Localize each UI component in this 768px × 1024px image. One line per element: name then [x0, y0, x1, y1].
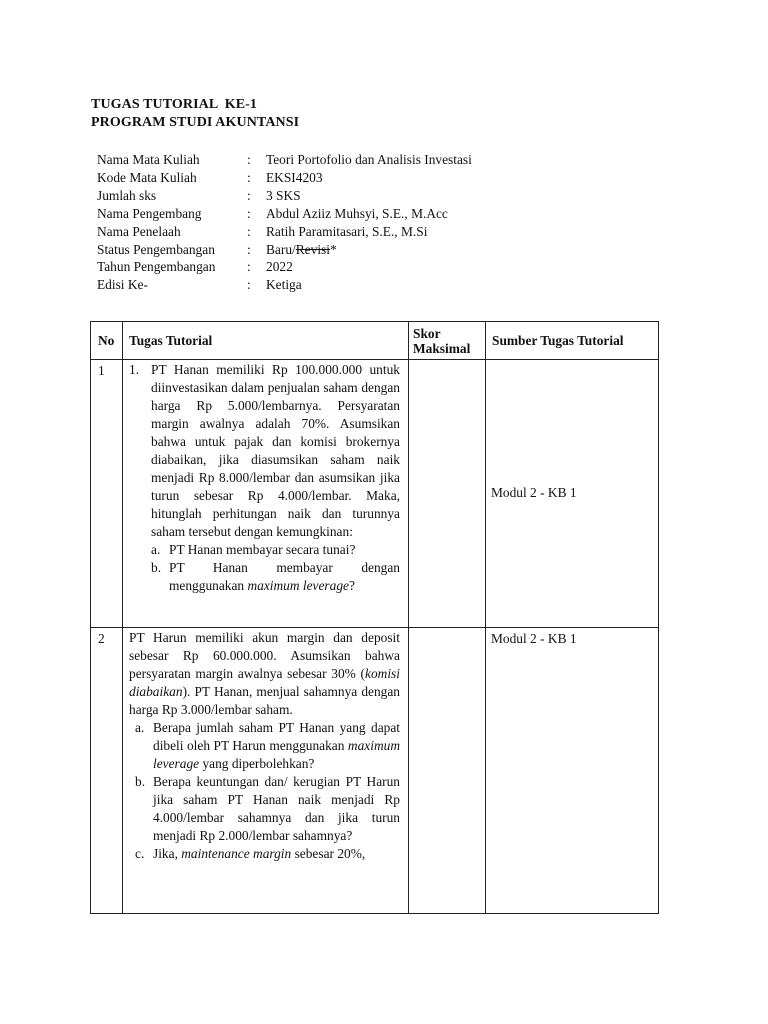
- info-value: Ketiga: [266, 277, 302, 293]
- header-tugas: Tugas Tutorial: [123, 322, 409, 360]
- task-item-number: 1.: [129, 362, 140, 377]
- document-title: TUGAS TUTORIAL KE-1: [91, 97, 258, 112]
- sub-item-text-post: sebesar 20%,: [291, 846, 366, 861]
- info-separator: :: [247, 187, 251, 203]
- task-sub-item: [129, 719, 400, 773]
- status-suffix: *: [329, 241, 337, 257]
- header-skor-line1: Skor: [413, 325, 441, 341]
- sub-item-text-post: ?: [348, 578, 355, 593]
- sub-item-label: a.: [135, 720, 145, 735]
- task-sub-item: [129, 773, 400, 845]
- task-cell: [123, 360, 409, 628]
- info-label: Tahun Pengembangan: [97, 259, 216, 275]
- score-cell: [409, 628, 486, 914]
- info-separator: :: [247, 205, 251, 221]
- course-info-row: [97, 276, 472, 294]
- info-separator: :: [247, 223, 251, 239]
- sub-item-text: Berapa keuntungan dan/ kerugian PT Harun jika saham PT Hanan naik menjadi Rp 4.000/lembar sahamnya dan jika turun menjadi Rp 2.000/lembar sahamnya?: [153, 774, 400, 843]
- info-label: Edisi Ke-: [97, 277, 148, 293]
- info-value: Ratih Paramitasari, S.E., M.Si: [266, 223, 428, 239]
- info-label: Nama Penelaah: [97, 223, 181, 239]
- course-info-row: [97, 241, 472, 259]
- task-item: [129, 361, 400, 595]
- info-label: Nama Pengembang: [97, 205, 202, 221]
- task-intro-em: komisi diabaikan: [129, 666, 400, 699]
- info-label: Nama Mata Kuliah: [97, 152, 200, 167]
- sub-item-text: [169, 559, 400, 595]
- info-value: Abdul Aziiz Muhsyi, S.E., M.Acc: [266, 205, 448, 221]
- sub-item-text-em: maximum leverage: [153, 738, 400, 771]
- course-info-row: [97, 187, 472, 205]
- header-sumber: Sumber Tugas Tutorial: [486, 322, 659, 360]
- info-label: Jumlah sks: [97, 187, 157, 203]
- course-info-row: [97, 205, 472, 223]
- sub-item-label: b.: [151, 560, 162, 575]
- header-skor-line2: Maksimal: [413, 340, 471, 356]
- info-separator: :: [247, 169, 251, 185]
- course-info-row: [97, 223, 472, 241]
- course-info-row: [97, 151, 472, 169]
- info-label: Status Pengembangan: [97, 241, 215, 257]
- info-separator: :: [247, 152, 251, 167]
- source-cell: Modul 2 - KB 1: [486, 360, 659, 628]
- task-sub-item: [129, 845, 400, 863]
- sub-item-text-pre: PT Hanan membayar dengan menggunakan: [169, 560, 400, 593]
- task-cell: [123, 628, 409, 914]
- table-header-row: [91, 322, 659, 360]
- info-label: Kode Mata Kuliah: [97, 169, 197, 185]
- program-title: PROGRAM STUDI AKUNTANSI: [91, 115, 300, 130]
- info-value: Teori Portofolio dan Analisis Investasi: [266, 152, 472, 167]
- status-plain: Baru/: [266, 241, 296, 257]
- sub-item-text-pre: Berapa jumlah saham PT Hanan yang dapat dibeli oleh PT Harun menggunakan: [153, 720, 400, 753]
- task-intro-post: ). PT Hanan, menjual sahamnya dengan harga Rp 3.000/lembar saham.: [129, 684, 400, 717]
- info-value: [266, 241, 472, 259]
- info-value: EKSI4203: [266, 169, 323, 185]
- sub-item-text: [153, 719, 400, 773]
- task-sub-item: [151, 541, 400, 559]
- sub-item-text: PT Hanan membayar secara tunai?: [169, 542, 356, 557]
- task-intro-pre: PT Harun memiliki akun margin dan deposit sebesar Rp 60.000.000. Asumsikan bahwa persyaratan margin awalnya sebesar 30% (: [129, 630, 400, 681]
- task-sub-item: [151, 559, 400, 595]
- status-struck: Revisi: [295, 241, 330, 257]
- header-skor: [409, 322, 486, 360]
- info-value: 3 SKS: [266, 187, 301, 203]
- table-row: [91, 628, 659, 914]
- table-row: [91, 360, 659, 628]
- sub-item-text-pre: Jika,: [153, 846, 182, 861]
- score-cell: [409, 360, 486, 628]
- sub-item-text: [153, 845, 400, 863]
- sub-item-label: c.: [135, 846, 145, 861]
- course-info-row: [97, 169, 472, 187]
- info-separator: :: [247, 259, 251, 275]
- info-separator: :: [247, 241, 251, 257]
- info-value: 2022: [266, 259, 293, 275]
- row-number: 2: [91, 628, 123, 914]
- sub-item-label: a.: [151, 542, 161, 557]
- sub-item-label: b.: [135, 774, 146, 789]
- info-separator: :: [247, 277, 251, 293]
- task-item-text: PT Hanan memiliki Rp 100.000.000 untuk diinvestasikan dalam penjualan saham dengan harga Rp 5.000/lembarnya. Persyaratan margin awalnya adalah 70%. Asumsikan bahwa untuk pajak dan komisi brokernya diabaikan, jika diasumsikan saham naik menjadi Rp 8.000/lembar dan asumsikan jika turun sebesar Rp 4.000/lembar. Maka, hitunglah perhitungan naik dan turunnya saham tersebut dengan kemungkinan:: [151, 362, 400, 539]
- course-info-table: [97, 151, 472, 294]
- sub-item-text-em: maintenance margin: [181, 846, 292, 861]
- tutorial-task-table: [90, 321, 659, 914]
- task-intro: [129, 629, 400, 719]
- header-no: No: [91, 322, 123, 360]
- source-cell: Modul 2 - KB 1: [486, 628, 659, 914]
- sub-item-text-em: maximum leverage: [247, 578, 349, 593]
- course-info-row: [97, 258, 472, 276]
- sub-item-text-post: yang diperbolehkan?: [199, 756, 315, 771]
- row-number: 1: [91, 360, 123, 628]
